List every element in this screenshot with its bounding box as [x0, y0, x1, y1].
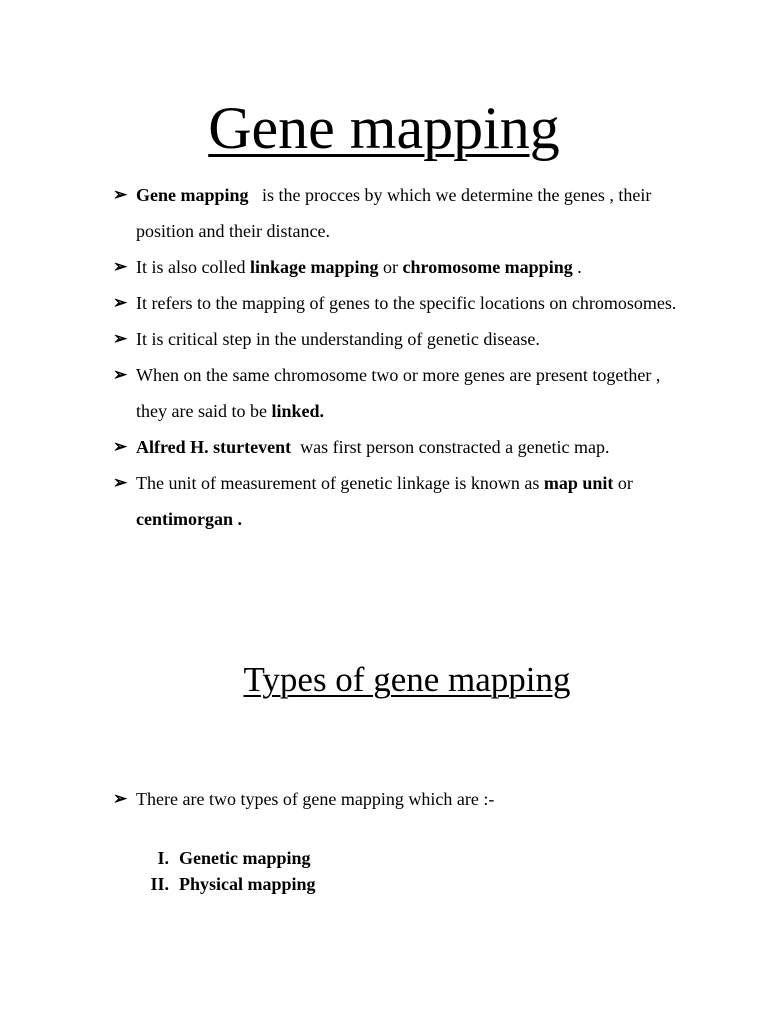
bullet-text: It is also colled: [136, 257, 250, 277]
types-intro-list: [113, 781, 693, 817]
type-item: [134, 845, 316, 871]
roman-numeral: I.: [157, 848, 169, 868]
arrow-right-icon: ➢: [113, 185, 128, 204]
type-label: Genetic mapping: [179, 848, 311, 868]
bold-term: map unit: [543, 473, 614, 493]
bullet-text: .: [572, 257, 582, 277]
list-item: [113, 429, 693, 465]
bold-term: linked.: [271, 401, 324, 421]
bullet-text: The unit of measurement of genetic linkage is known as: [136, 473, 544, 493]
list-item: [113, 177, 693, 249]
arrow-right-icon: ➢: [113, 293, 128, 312]
arrow-right-icon: ➢: [113, 257, 128, 276]
page-title: Gene mapping: [208, 95, 560, 161]
bullet-text: When on the same chromosome two or more genes are present together , they are said to be: [136, 365, 665, 421]
definition-list: [113, 177, 693, 537]
bullet-text: It refers to the mapping of genes to the specific locations on chromosomes.: [136, 293, 677, 313]
arrow-right-icon: ➢: [113, 365, 128, 384]
types-list: [134, 845, 316, 897]
types-intro-text: There are two types of gene mapping which are :-: [136, 789, 495, 809]
bullet-text: or: [378, 257, 403, 277]
roman-numeral: II.: [150, 874, 169, 894]
bold-term: Alfred H. sturtevent: [136, 437, 292, 457]
bullet-text: It is critical step in the understanding of genetic disease.: [136, 329, 540, 349]
bullet-text: was first person constracted a genetic map.: [291, 437, 610, 457]
bullet-text: is the procces by which we determine the genes , their position and their distance.: [136, 185, 656, 241]
section-title-types: Types of gene mapping: [243, 660, 571, 699]
type-item: [134, 871, 316, 897]
bullet-text: or: [613, 473, 638, 493]
arrow-right-icon: ➢: [113, 789, 128, 808]
list-item: [113, 781, 693, 817]
arrow-right-icon: ➢: [113, 329, 128, 348]
type-label: Physical mapping: [179, 874, 316, 894]
bold-term: centimorgan .: [136, 509, 242, 529]
bold-term: chromosome mapping: [402, 257, 573, 277]
bold-term: linkage mapping: [249, 257, 379, 277]
list-item: [113, 465, 693, 537]
arrow-right-icon: ➢: [113, 437, 128, 456]
bold-term: Gene mapping: [136, 185, 249, 205]
list-item: [113, 321, 693, 357]
list-item: [113, 285, 693, 321]
arrow-right-icon: ➢: [113, 473, 128, 492]
list-item: [113, 357, 693, 429]
list-item: [113, 249, 693, 285]
